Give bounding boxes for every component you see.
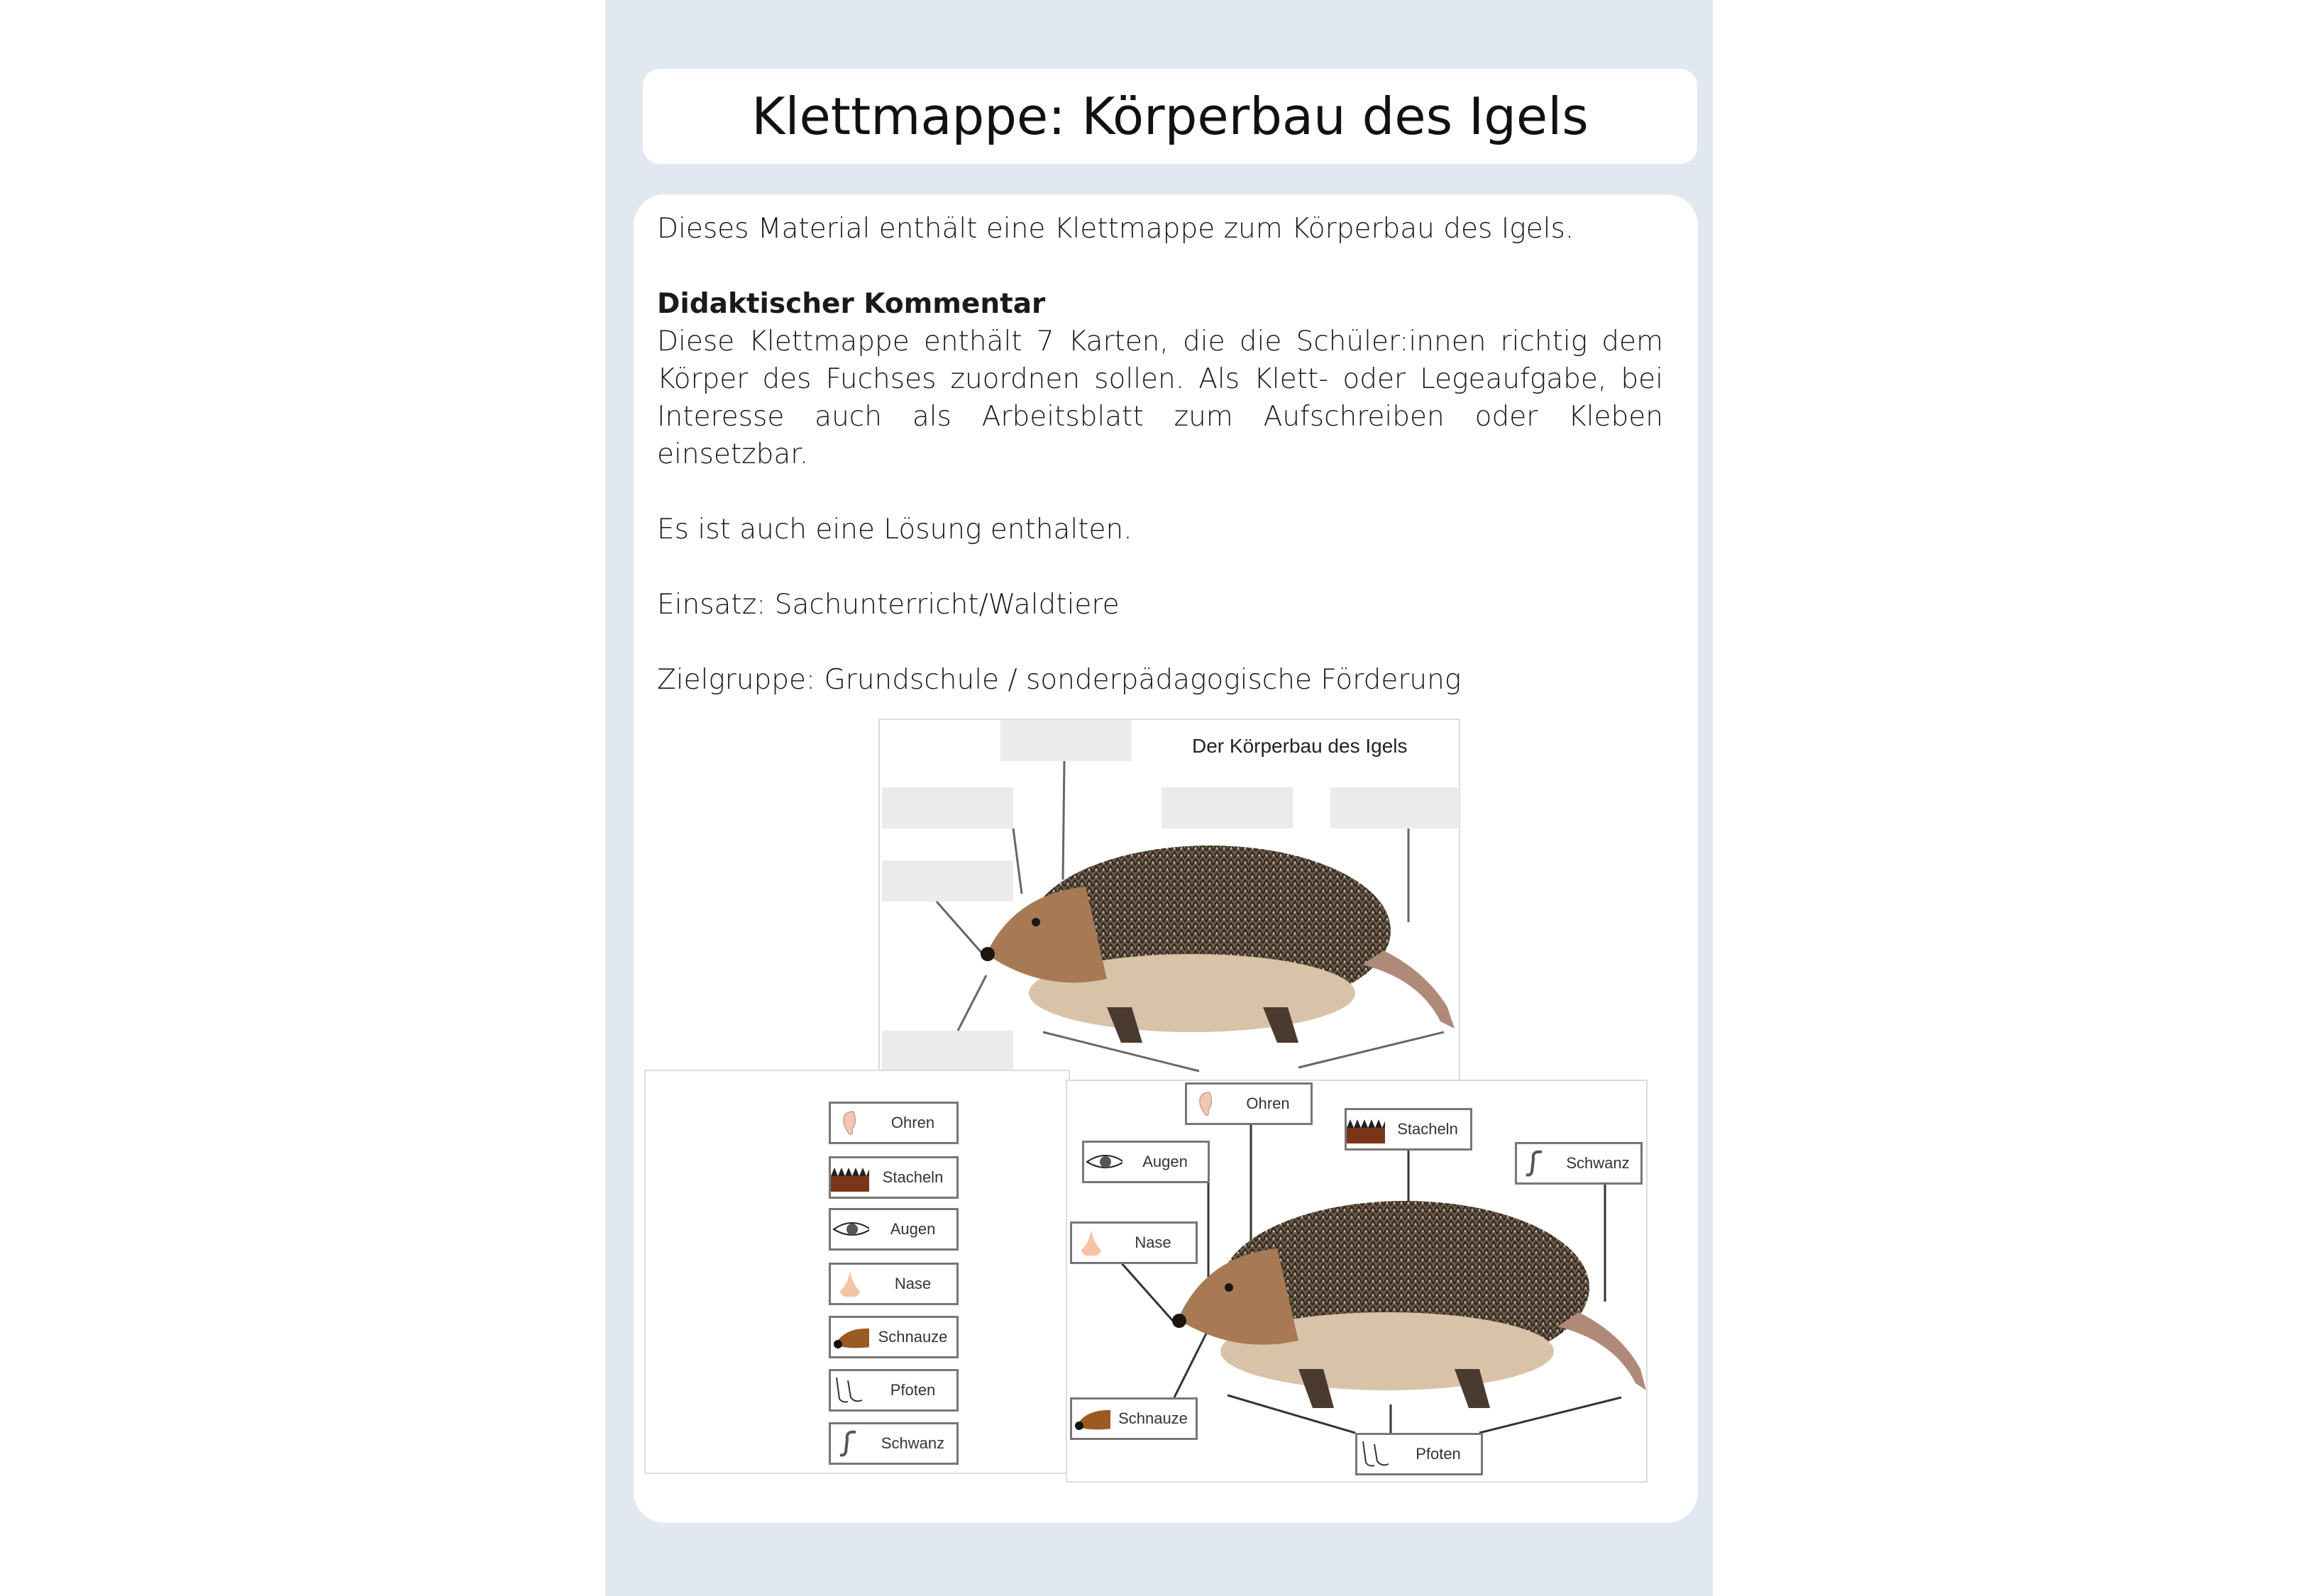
solution-card-stacheln: Stacheln xyxy=(1345,1108,1472,1151)
comment-text: Diese Klettmappe enthält 7 Karten, die die Schüler:innen richtig dem Körper des Fuchses zuordnen sollen. Als Klett- oder Legeaufgabe, bei Interesse auch als Arbeitsblatt zum Aufschreiben oder Kleben einsetzbar. xyxy=(657,326,1663,470)
solution-card-augen: Augen xyxy=(1082,1141,1210,1183)
solution-card-pfoten: Pfoten xyxy=(1355,1433,1483,1475)
spikes-icon xyxy=(1347,1110,1385,1148)
card-augen: Augen xyxy=(829,1208,959,1251)
card-nase: Nase xyxy=(829,1263,959,1305)
ear-icon xyxy=(1187,1085,1225,1123)
solution-card-schwanz: Schwanz xyxy=(1515,1142,1643,1185)
card-ohren: Ohren xyxy=(829,1102,959,1144)
worksheet-title: Der Körperbau des Igels xyxy=(1192,735,1408,757)
intro-text: Dieses Material enthält eine Klettmappe zum Körperbau des Igels. xyxy=(657,213,1574,245)
comment-heading: Didaktischer Kommentar xyxy=(657,288,1046,320)
page-title: Klettmappe: Körperbau des Igels xyxy=(751,87,1589,146)
solution-card-nase: Nase xyxy=(1070,1221,1198,1264)
solution-card-schnauze: Schnauze xyxy=(1070,1397,1198,1440)
eye-icon xyxy=(1084,1143,1122,1181)
card-schwanz: Schwanz xyxy=(829,1422,959,1465)
card-pfoten: Pfoten xyxy=(829,1369,959,1412)
snout-icon xyxy=(1072,1400,1110,1438)
solution-note: Es ist auch eine Lösung enthalten. xyxy=(657,514,1132,545)
nose-icon xyxy=(1072,1224,1110,1262)
card-schnauze: Schnauze xyxy=(829,1316,959,1358)
paw-icon xyxy=(1357,1435,1396,1473)
card-stacheln: Stacheln xyxy=(829,1156,959,1199)
solution-card-ohren: Ohren xyxy=(1185,1082,1313,1125)
target-group-text: Zielgruppe: Grundschule / sonderpädagogische Förderung xyxy=(657,664,1462,696)
usage-text: Einsatz: Sachunterricht/Waldtiere xyxy=(657,589,1120,621)
tail-icon xyxy=(1517,1144,1555,1182)
